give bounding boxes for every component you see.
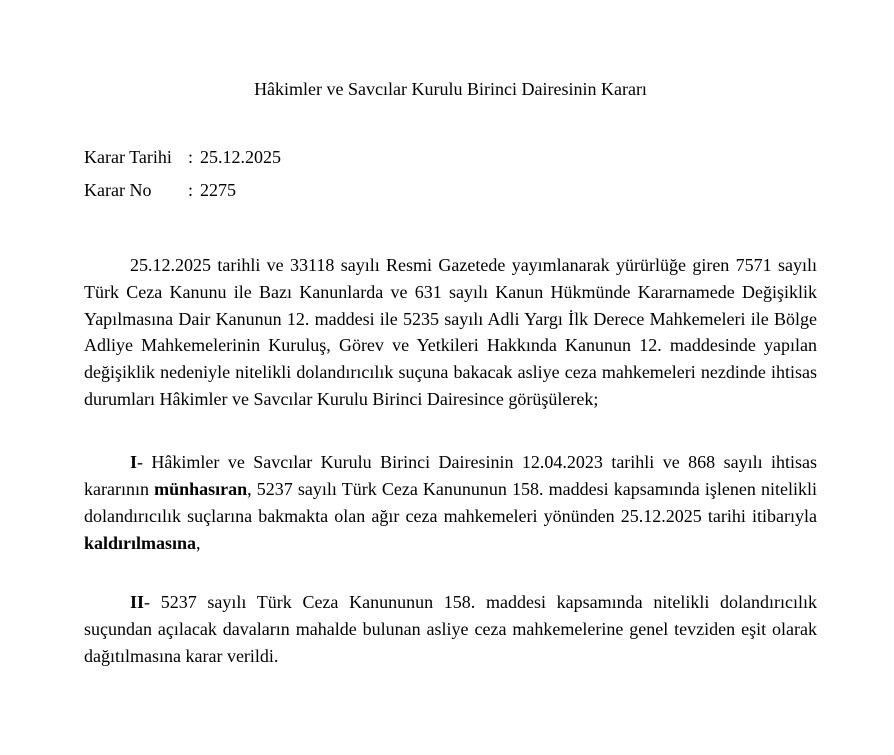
decision-date-colon: : [188, 146, 194, 167]
decision-number-label: Karar No [84, 179, 152, 200]
bold-text-run: münhasıran [154, 479, 248, 500]
paragraph-item-one [84, 449, 817, 557]
text-run: 25.12.2025 tarihli ve 33118 sayılı Resmi Gazetede yayımlanarak yürürlüğe giren 7571 sayılı Türk Ceza Kanunu ile Bazı Kanunlarda ve 631 sayılı Kanun Hükmünde Kararnamede Değişiklik Yapılmasına Dair Kanunun 12. maddesi ile 5235 sayılı Adli Yargı İlk Derece Mahkemeleri ile Bölge Adliye Mahkemelerinin Kuruluş, Görev ve Yetkileri Hakkında Kanunun 12. maddesinde yapılan değişiklik nedeniyle nitelikli dolandırıcılık suçuna bakacak asliye ceza mahkemeleri nezdinde ihtisas durumları Hâkimler ve Savcılar Kurulu Birinci Dairesince görüşülerek; [84, 254, 817, 410]
decision-number-line [84, 177, 817, 204]
decision-number-value: 2275 [200, 179, 237, 200]
decision-date-label: Karar Tarihi [84, 146, 172, 167]
text-run: - Hâkimler ve Savcılar Kurulu Birinci Dairesinin 12.04.2023 tarihli ve 868 sayılı ihtisas kararının [84, 452, 817, 500]
decision-date-value: 25.12.2025 [200, 146, 282, 167]
document-title: Hâkimler ve Savcılar Kurulu Birinci Dairesinin Kararı [254, 79, 647, 99]
decision-meta-block [84, 144, 817, 204]
bold-text-run: kaldırılmasına [84, 532, 197, 553]
text-run: - 5237 sayılı Türk Ceza Kanununun 158. maddesi kapsamında nitelikli dolandırıcılık suçundan açılacak davaların mahalde bulunan asliye ceza mahkemelerine genel tevziden eşit olarak dağıtılmasına karar verildi. [84, 591, 817, 666]
bold-text-run: I [130, 452, 138, 473]
decision-number-colon: : [188, 179, 194, 200]
decision-date-line [84, 144, 817, 171]
text-run: , [196, 532, 201, 553]
paragraph-intro [84, 252, 817, 413]
paragraph-item-two [84, 589, 817, 670]
bold-text-run: II [130, 591, 145, 612]
text-run: , 5237 sayılı Türk Ceza Kanununun 158. maddesi kapsamında işlenen nitelikli dolandırıcılık suçlarına bakmakta olan ağır ceza mahkemeleri yönünden 25.12.2025 tarihi itibarıyla [84, 479, 817, 526]
